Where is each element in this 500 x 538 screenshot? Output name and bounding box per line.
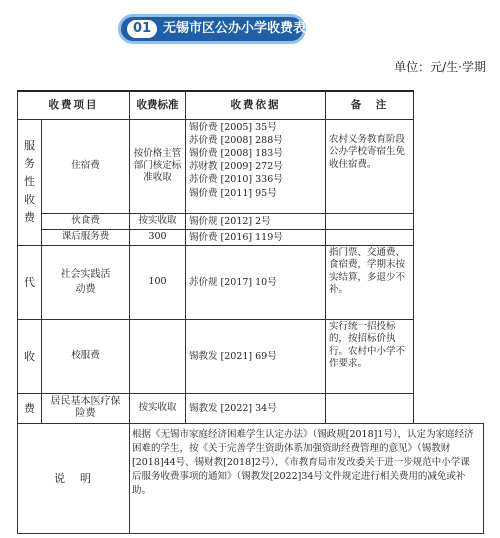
basis-line: 苏价费 [2008] 288号 xyxy=(189,134,283,146)
basis-line: 锡价费 [2008] 183号 xyxy=(189,147,283,159)
table-row-uniform xyxy=(18,319,484,393)
unit-label: 单位：元/生·学期 xyxy=(394,60,486,74)
cell-uniform-item: 校服费 xyxy=(42,319,130,393)
header-spacer xyxy=(414,91,484,119)
header-item: 收费项目 xyxy=(18,91,130,119)
cell-practice-basis: 苏价规 [2017] 10号 xyxy=(186,245,326,319)
cell-lodging-note: 农村义务教育阶段公办学校寄宿生免收住宿费。 xyxy=(326,119,414,213)
row-spacer xyxy=(414,119,484,213)
table-row-medical xyxy=(18,393,484,423)
cell-uniform-basis: 锡教发 [2021] 69号 xyxy=(186,319,326,393)
cell-meals-note xyxy=(326,213,414,229)
cell-uniform-standard xyxy=(130,319,186,393)
cell-meals-item: 伙食费 xyxy=(42,213,130,229)
cell-medical-basis: 锡教发 [2022] 34号 xyxy=(186,393,326,423)
header-basis: 收费依据 xyxy=(186,91,326,119)
cell-afterschool-note xyxy=(326,229,414,245)
cell-lodging-item: 住宿费 xyxy=(42,119,130,213)
fee-table xyxy=(17,90,484,534)
basis-line: 锡价费 [2011] 95号 xyxy=(189,187,277,199)
explanation-label: 说 明 xyxy=(18,423,130,533)
row-spacer xyxy=(414,213,484,229)
cell-medical-item: 居民基本医疗保险费 xyxy=(42,393,130,423)
cell-afterschool-basis: 锡价费 [2016] 119号 xyxy=(186,229,326,245)
row-spacer xyxy=(414,393,484,423)
cell-lodging-standard: 按价格主管部门核定标准收取 xyxy=(130,119,186,213)
group-service xyxy=(18,119,42,245)
cell-medical-standard: 按实收取 xyxy=(130,393,186,423)
table-row-afterschool xyxy=(18,229,484,245)
cell-meals-standard: 按实收取 xyxy=(130,213,186,229)
row-spacer xyxy=(414,319,484,393)
cell-medical-note xyxy=(326,393,414,423)
table-row-lodging xyxy=(18,119,484,213)
row-spacer xyxy=(414,245,484,319)
cell-lodging-basis xyxy=(186,119,326,213)
page-title-banner xyxy=(118,14,306,44)
explanation-text: 根据《无锡市家庭经济困难学生认定办法》（锡政规[2018]1号），认定为家庭经济困难的学生，按《关于完善学生资助体系加强资助经费管理的意见》（锡教财[2018]44号、锡财教[2018]2号），《市教育局市发改委关于进一步规范中小学课后服务收费事项的通知》（锡教发[2022]34号文件规定进行相关费用的减免或补助。 xyxy=(130,423,484,533)
cell-afterschool-standard: 300 xyxy=(130,229,186,245)
row-spacer xyxy=(414,229,484,245)
header-standard: 收费标准 xyxy=(130,91,186,119)
table-row-meals xyxy=(18,213,484,229)
table-row-practice xyxy=(18,245,484,319)
table-row-explanation xyxy=(18,423,484,533)
group-fei: 费 xyxy=(18,393,42,423)
group-service-label: 服务性收费 xyxy=(24,139,35,225)
group-dai: 代 xyxy=(18,245,42,319)
cell-practice-item: 社会实践活动费 xyxy=(42,245,130,319)
group-shou: 收 xyxy=(18,319,42,393)
cell-practice-standard: 100 xyxy=(130,245,186,319)
section-number: 01 xyxy=(127,20,157,38)
basis-line: 苏财教 [2009] 272号 xyxy=(189,161,283,173)
table-header-row xyxy=(18,91,484,119)
cell-practice-note: 指门票、交通费、食宿费，学期末按实结算，多退少不补。 xyxy=(326,245,414,319)
page-title: 无锡市区公办小学收费表 xyxy=(163,21,307,36)
cell-meals-basis: 锡价规 [2012] 2号 xyxy=(186,213,326,229)
basis-line: 锡价费 [2005] 35号 xyxy=(189,121,277,133)
header-note: 备 注 xyxy=(326,91,414,119)
cell-afterschool-item: 课后服务费 xyxy=(42,229,130,245)
basis-line: 苏价费 [2010] 336号 xyxy=(189,174,283,186)
cell-uniform-note: 实行统一招投标的，按招标价执行。农村中小学不作要求。 xyxy=(326,319,414,393)
